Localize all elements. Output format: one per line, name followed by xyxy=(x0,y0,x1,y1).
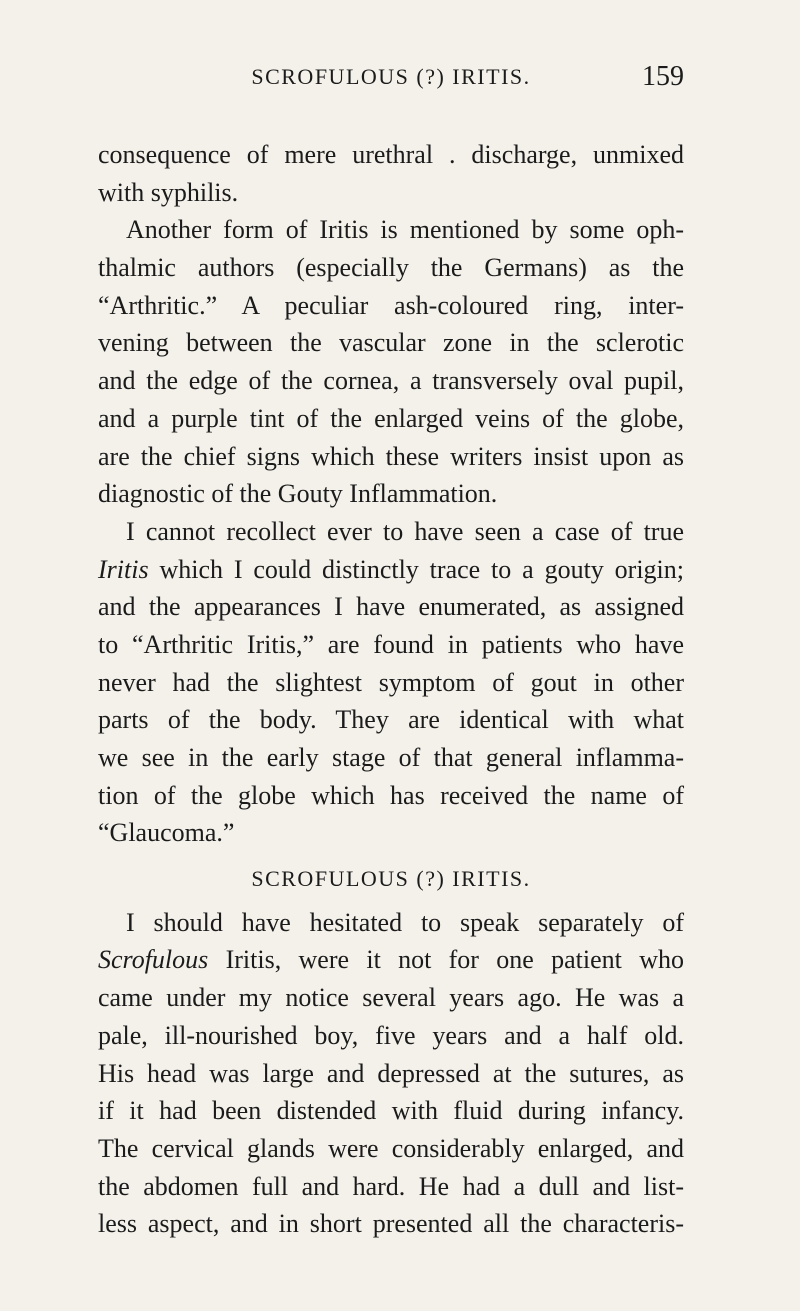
text-line: Another form of Iritis is mentioned by some oph- xyxy=(126,215,684,245)
text-line: and a purple tint of the enlarged veins of the globe, xyxy=(98,403,684,433)
text-line: are the chief signs which these writers insist upon as xyxy=(98,441,684,471)
body-text xyxy=(98,136,684,1243)
text-line: I cannot recollect ever to have seen a case of true xyxy=(126,516,684,546)
text-line: pale, ill-nourished boy, five years and a half old. xyxy=(98,1020,684,1050)
text-line xyxy=(98,941,684,979)
text-line: with syphilis. xyxy=(98,177,239,207)
text-line: never had the slightest symptom of gout in other xyxy=(98,667,684,697)
text-line: less aspect, and in short presented all the characteris- xyxy=(98,1209,684,1239)
text-line: I should have hesitated to speak separately of xyxy=(126,907,684,937)
text-line: “Glaucoma.” xyxy=(98,818,235,848)
text-line: we see in the early stage of that general inflamma- xyxy=(98,743,684,772)
text-line: His head was large and depressed at the sutures, as xyxy=(98,1058,684,1088)
text-line: thalmic authors (especially the Germans) as the xyxy=(98,253,684,283)
text-line: if it had been distended with fluid during infancy. xyxy=(98,1096,684,1126)
text-line: parts of the body. They are identical with what xyxy=(98,705,684,735)
page-number: 159 xyxy=(642,61,684,92)
text-line: consequence of mere urethral . discharge, unmixed xyxy=(98,140,684,169)
text-line: to “Arthritic Iritis,” are found in patients who have xyxy=(98,629,684,659)
italic-term: Iritis xyxy=(98,554,149,584)
text-line: and the edge of the cornea, a transversely oval pupil, xyxy=(98,366,684,396)
running-title: SCROFULOUS (?) IRITIS. xyxy=(251,64,531,89)
text-line: The cervical glands were considerably enlarged, and xyxy=(98,1133,684,1163)
text-line-rest: which I could distinctly trace to a gouty origin; xyxy=(148,554,684,584)
text-line: and the appearances I have enumerated, as assigned xyxy=(98,592,684,622)
section-heading: SCROFULOUS (?) IRITIS. xyxy=(251,866,531,892)
text-line xyxy=(98,551,684,589)
text-line: tion of the globe which has received the name of xyxy=(98,780,684,810)
text-line: came under my notice several years ago. He was a xyxy=(98,983,684,1013)
text-line-rest: Iritis, were it not for one patient who xyxy=(208,945,684,975)
italic-term: Scrofulous xyxy=(98,945,209,975)
text-line: the abdomen full and hard. He had a dull and list- xyxy=(98,1171,684,1201)
text-line: vening between the vascular zone in the sclerotic xyxy=(98,328,684,358)
running-head xyxy=(98,61,684,100)
text-line: “Arthritic.” A peculiar ash-coloured ring, inter- xyxy=(98,290,684,320)
text-line: diagnostic of the Gouty Inflammation. xyxy=(98,479,498,509)
